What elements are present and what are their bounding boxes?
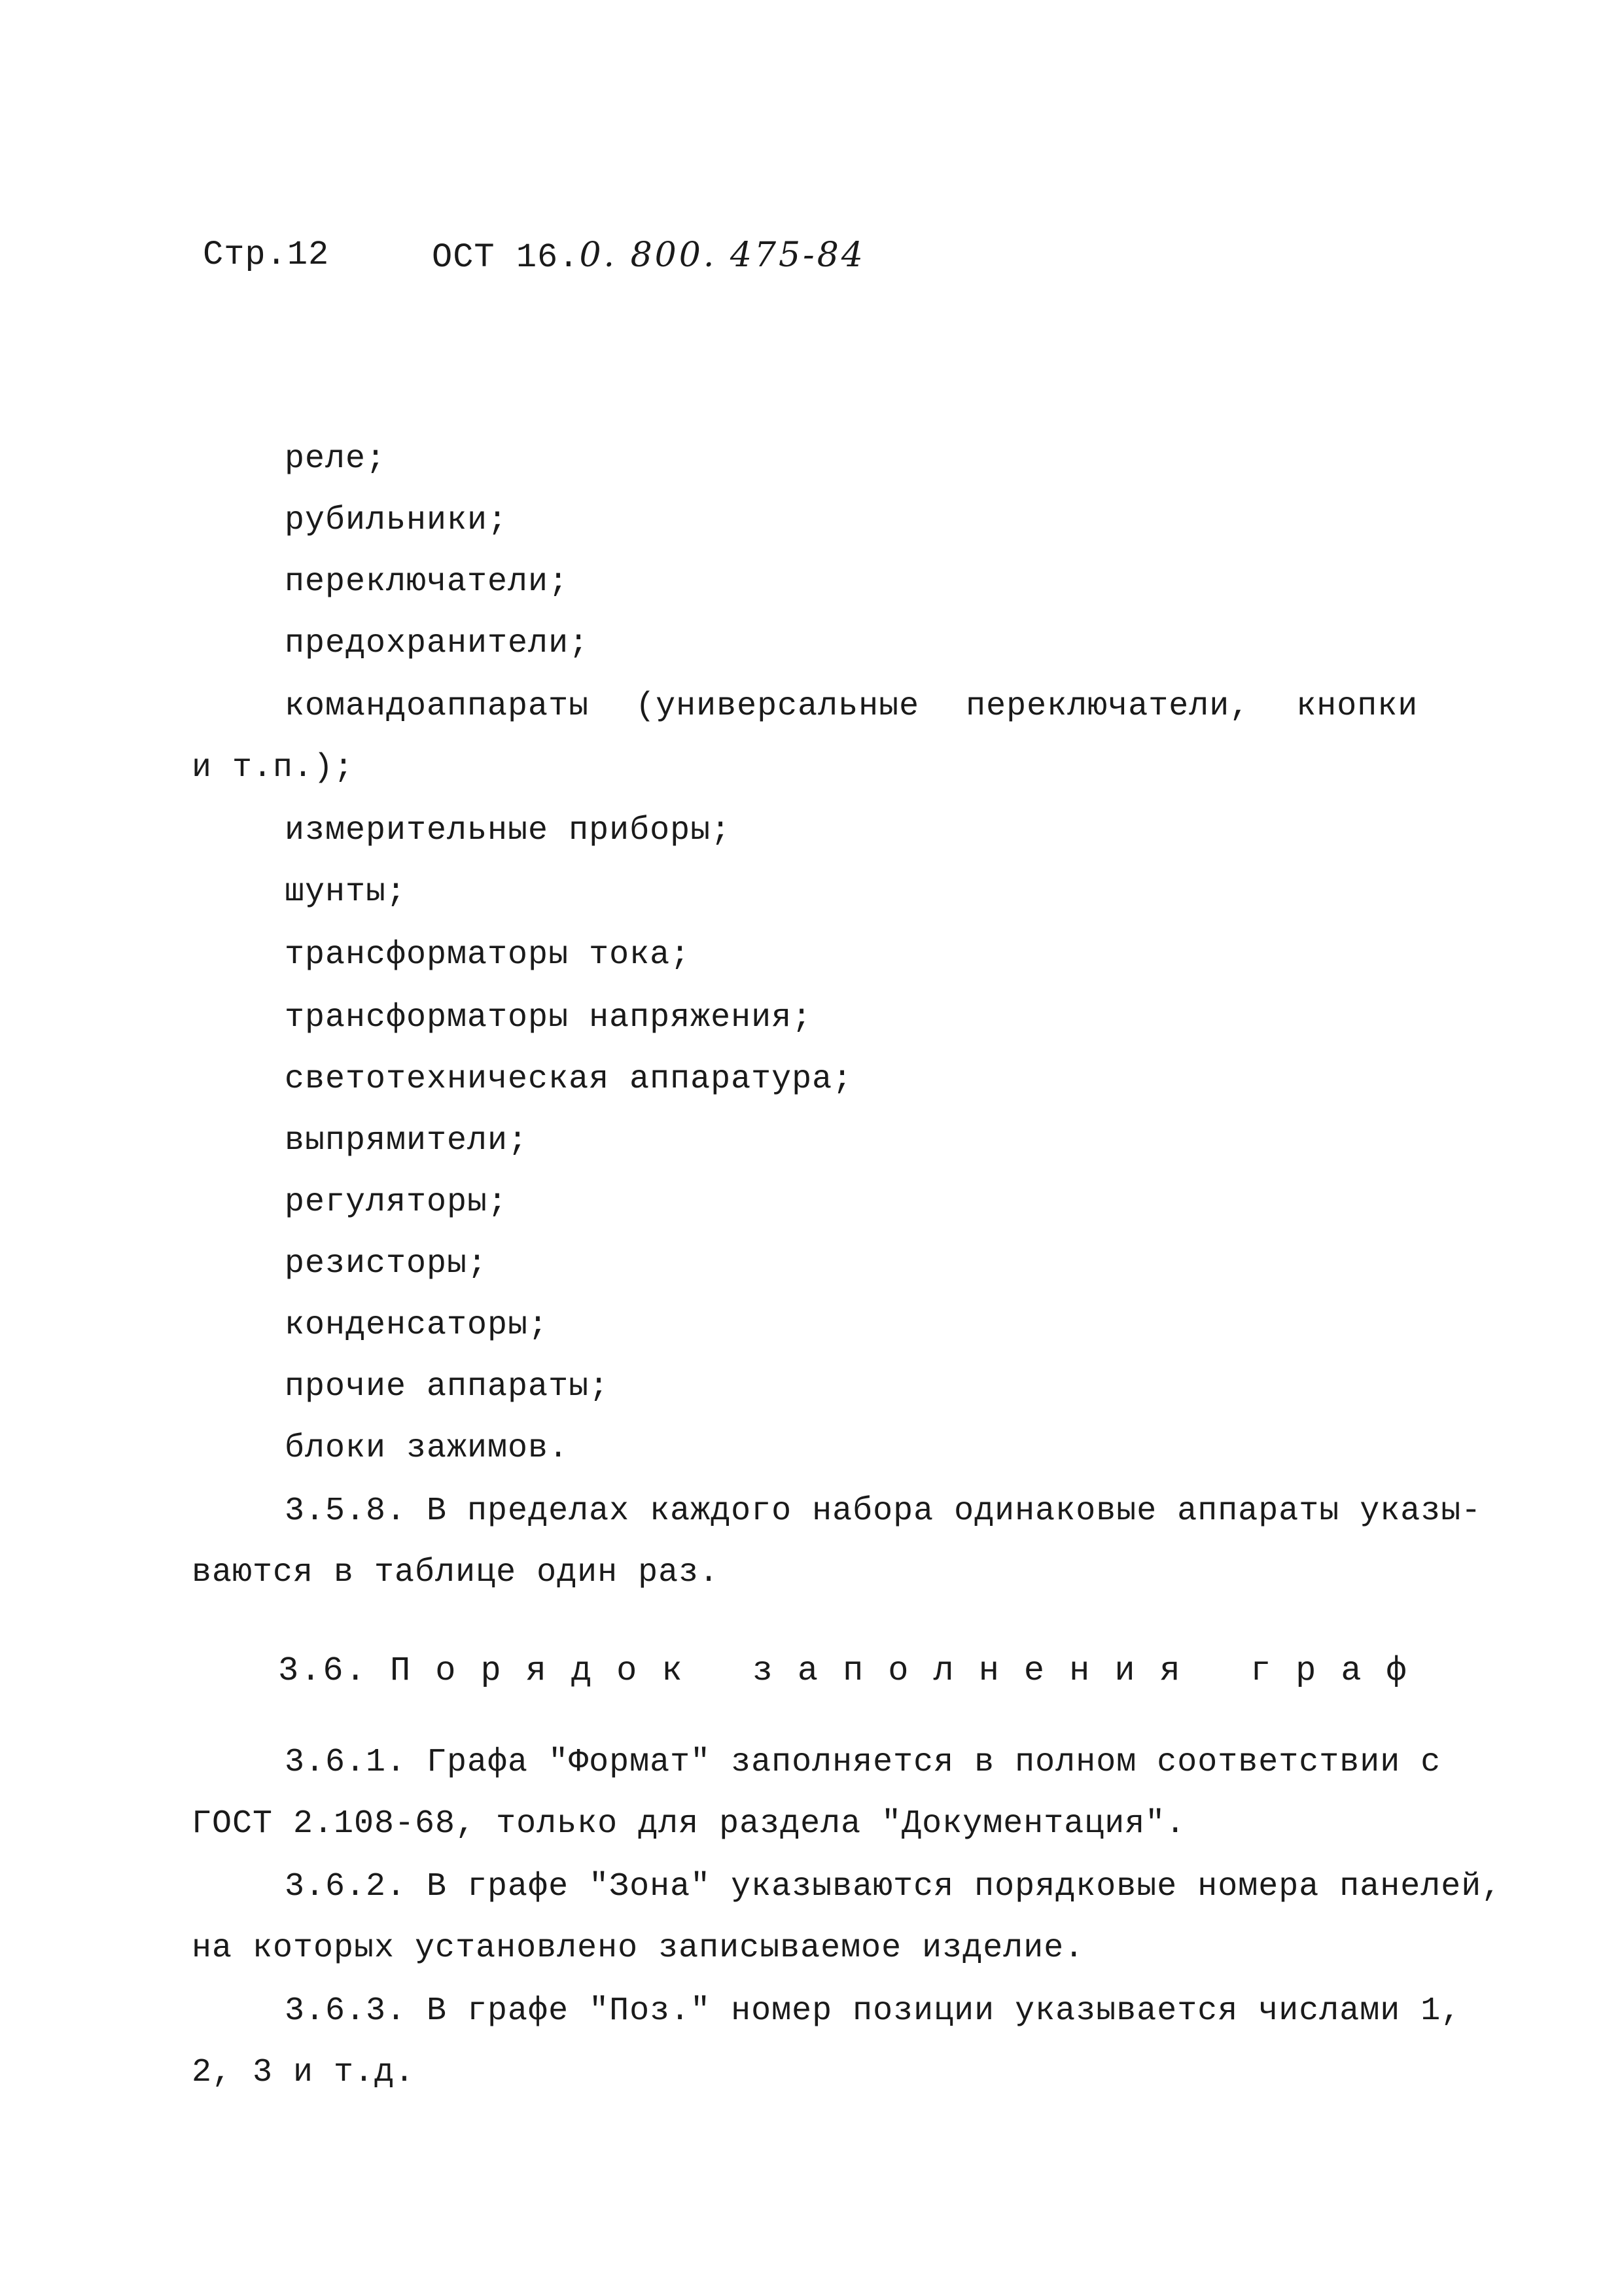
standard-designation <box>432 236 866 277</box>
list-item: прочие аппараты; <box>285 1368 610 1405</box>
list-item: выпрямители; <box>285 1122 529 1159</box>
list-item: конденсаторы; <box>285 1307 549 1344</box>
list-item-continuation: и т.п.); <box>192 749 355 786</box>
list-item: реле; <box>285 440 387 478</box>
paragraph-3-6-1-line-1: 3.6.1. Графа "Формат" заполняется в полном соответствии с <box>285 1744 1441 1781</box>
section-number: 3.6. <box>278 1651 368 1690</box>
paragraph-3-6-3-line-1: 3.6.3. В графе "Поз." номер позиции указывается числами 1, <box>285 1992 1462 2030</box>
page-number: Стр.12 <box>203 236 330 274</box>
paragraph-3-6-3-line-2: 2, 3 и т.д. <box>192 2054 415 2091</box>
paragraph-3-6-2-line-2: на которых установлено записываемое изделие. <box>192 1930 1085 1967</box>
list-item: трансформаторы тока; <box>285 936 691 974</box>
list-item: блоки зажимов. <box>285 1430 569 1467</box>
paragraph-3-5-8-line-2: ваются в таблице один раз. <box>192 1554 720 1591</box>
list-item: переключатели; <box>285 563 569 601</box>
list-item: резисторы; <box>285 1245 488 1282</box>
list-item: предохранители; <box>285 625 590 662</box>
standard-prefix: ОСТ 16. <box>432 238 580 277</box>
list-item: измерительные приборы; <box>285 812 732 849</box>
list-item: рубильники; <box>285 502 508 539</box>
list-item: командоаппараты (универсальные переключатели, кнопки <box>285 688 1419 725</box>
paragraph-3-6-1-line-2: ГОСТ 2.108-68, только для раздела "Документация". <box>192 1805 1186 1843</box>
list-item: трансформаторы напряжения; <box>285 999 813 1036</box>
list-item: светотехническая аппаратура; <box>285 1061 853 1098</box>
list-item: шунты; <box>285 874 407 911</box>
section-title: Порядок заполнения граф <box>390 1651 1432 1690</box>
paragraph-3-5-8-line-1: 3.5.8. В пределах каждого набора одинаковые аппараты указы- <box>285 1492 1482 1530</box>
section-heading <box>278 1651 1432 1691</box>
standard-number-handwritten: 0. 800. 475-84 <box>579 236 866 275</box>
list-item: регуляторы; <box>285 1184 508 1221</box>
paragraph-3-6-2-line-1: 3.6.2. В графе "Зона" указываются порядковые номера панелей, <box>285 1868 1502 1905</box>
